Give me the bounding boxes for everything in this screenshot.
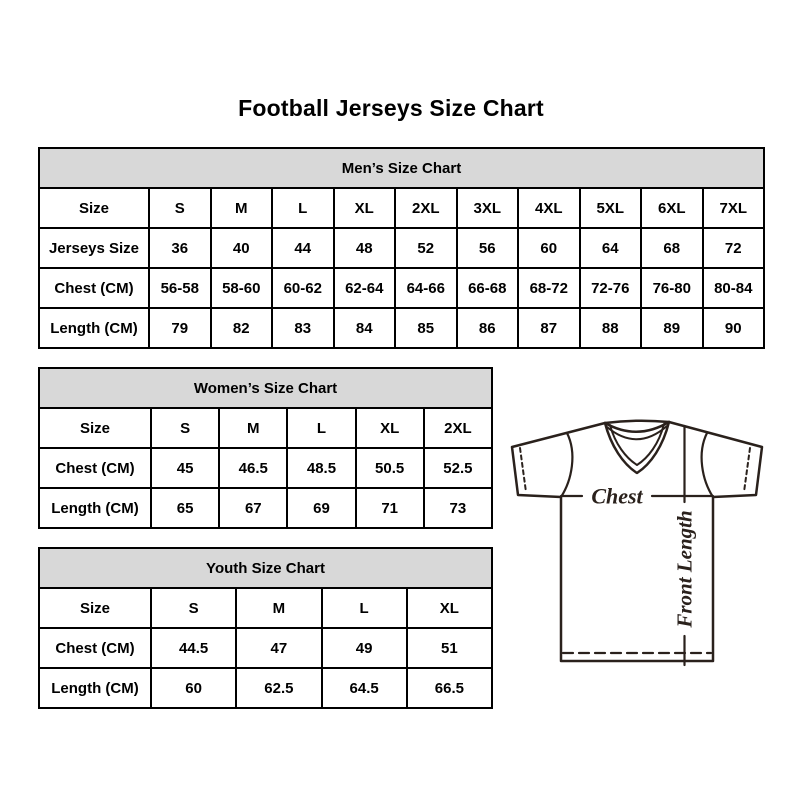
value-cell: 89 (641, 308, 703, 348)
value-cell: 76-80 (641, 268, 703, 308)
value-cell: 85 (395, 308, 457, 348)
value-cell: 60-62 (272, 268, 334, 308)
value-cell: 69 (287, 488, 355, 528)
value-cell: 68 (641, 228, 703, 268)
value-cell: 65 (151, 488, 219, 528)
value-cell: 49 (322, 628, 407, 668)
column-header-cell: 7XL (703, 188, 765, 228)
value-cell: 48.5 (287, 448, 355, 488)
value-cell: 44 (272, 228, 334, 268)
table-title: Men’s Size Chart (39, 148, 764, 188)
youth-size-chart-table (38, 547, 493, 709)
value-cell: 62-64 (334, 268, 396, 308)
value-cell: 84 (334, 308, 396, 348)
table-row (39, 308, 764, 348)
column-header-cell: XL (334, 188, 396, 228)
row-label-cell: Jerseys Size (39, 228, 149, 268)
value-cell: 72 (703, 228, 765, 268)
value-cell: 51 (407, 628, 492, 668)
row-label-cell: Chest (CM) (39, 268, 149, 308)
row-label-cell: Chest (CM) (39, 448, 151, 488)
column-header-cell: 2XL (395, 188, 457, 228)
value-cell: 83 (272, 308, 334, 348)
value-cell: 60 (518, 228, 580, 268)
table-row (39, 488, 492, 528)
column-header-cell: S (151, 408, 219, 448)
value-cell: 66-68 (457, 268, 519, 308)
value-cell: 47 (236, 628, 321, 668)
column-header-cell: Size (39, 408, 151, 448)
value-cell: 90 (703, 308, 765, 348)
column-header-row (39, 188, 764, 228)
jersey-outline (512, 421, 762, 661)
value-cell: 52.5 (424, 448, 492, 488)
value-cell: 52 (395, 228, 457, 268)
table-title-row (39, 548, 492, 588)
value-cell: 64.5 (322, 668, 407, 708)
table-title: Youth Size Chart (39, 548, 492, 588)
value-cell: 46.5 (219, 448, 287, 488)
table-title: Women’s Size Chart (39, 368, 492, 408)
column-header-cell: S (151, 588, 236, 628)
column-header-cell: L (272, 188, 334, 228)
value-cell: 40 (211, 228, 273, 268)
column-header-cell: XL (356, 408, 424, 448)
womens-size-chart-table (38, 367, 493, 529)
value-cell: 58-60 (211, 268, 273, 308)
column-header-cell: XL (407, 588, 492, 628)
value-cell: 64-66 (395, 268, 457, 308)
table-row (39, 628, 492, 668)
value-cell: 88 (580, 308, 642, 348)
value-cell: 45 (151, 448, 219, 488)
page-title: Football Jerseys Size Chart (238, 95, 544, 121)
row-label-cell: Length (CM) (39, 668, 151, 708)
value-cell: 56-58 (149, 268, 211, 308)
column-header-row (39, 408, 492, 448)
column-header-cell: L (287, 408, 355, 448)
table-title-row (39, 368, 492, 408)
column-header-cell: 5XL (580, 188, 642, 228)
value-cell: 80-84 (703, 268, 765, 308)
value-cell: 82 (211, 308, 273, 348)
value-cell: 66.5 (407, 668, 492, 708)
column-header-cell: M (236, 588, 321, 628)
value-cell: 60 (151, 668, 236, 708)
value-cell: 56 (457, 228, 519, 268)
value-cell: 73 (424, 488, 492, 528)
table-title-row (39, 148, 764, 188)
value-cell: 67 (219, 488, 287, 528)
column-header-cell: L (322, 588, 407, 628)
table-row (39, 228, 764, 268)
jersey-measurement-diagram (505, 408, 765, 670)
value-cell: 71 (356, 488, 424, 528)
value-cell: 64 (580, 228, 642, 268)
value-cell: 68-72 (518, 268, 580, 308)
table-row (39, 448, 492, 488)
value-cell: 48 (334, 228, 396, 268)
value-cell: 36 (149, 228, 211, 268)
value-cell: 72-76 (580, 268, 642, 308)
value-cell: 62.5 (236, 668, 321, 708)
column-header-cell: Size (39, 588, 151, 628)
column-header-cell: 2XL (424, 408, 492, 448)
column-header-cell: 6XL (641, 188, 703, 228)
column-header-cell: S (149, 188, 211, 228)
column-header-cell: 3XL (457, 188, 519, 228)
column-header-row (39, 588, 492, 628)
table-row (39, 268, 764, 308)
table-row (39, 668, 492, 708)
row-label-cell: Length (CM) (39, 308, 149, 348)
chest-label: Chest (591, 483, 643, 509)
column-header-cell: M (211, 188, 273, 228)
row-label-cell: Chest (CM) (39, 628, 151, 668)
front-length-label: Front Length (672, 510, 697, 628)
value-cell: 79 (149, 308, 211, 348)
value-cell: 44.5 (151, 628, 236, 668)
value-cell: 50.5 (356, 448, 424, 488)
jersey-diagram-svg (505, 408, 765, 670)
mens-size-chart-table (38, 147, 765, 349)
column-header-cell: M (219, 408, 287, 448)
column-header-cell: 4XL (518, 188, 580, 228)
column-header-cell: Size (39, 188, 149, 228)
value-cell: 86 (457, 308, 519, 348)
row-label-cell: Length (CM) (39, 488, 151, 528)
value-cell: 87 (518, 308, 580, 348)
